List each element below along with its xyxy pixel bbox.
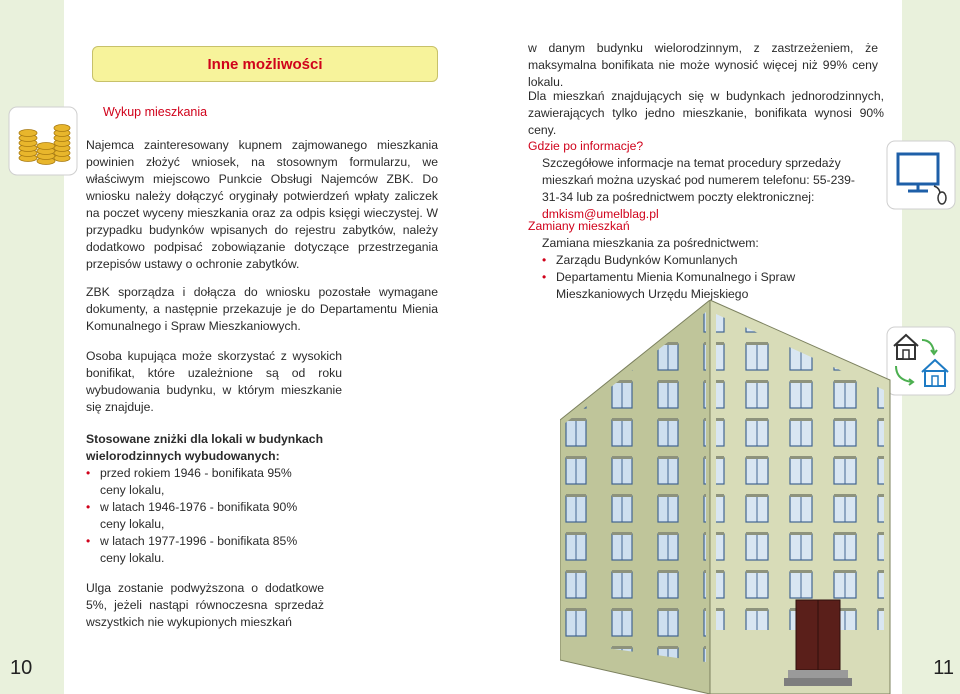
discounts-title: Stosowane zniżki dla lokali w budynkach wielorodzinnych wybudowanych: xyxy=(86,432,324,463)
info-block xyxy=(528,138,880,223)
section-title-buyout: Wykup mieszkania xyxy=(103,105,208,119)
discount-item: • w latach 1977-1996 - bonifikata 85% ceny lokalu. xyxy=(86,533,324,567)
right-paragraph-1: w danym budynku wielorodzinnym, z zastrzeżeniem, że maksymalna bonifikata nie może wynosić więcej niż 99% ceny lokalu. xyxy=(528,41,878,89)
discounts-block xyxy=(86,431,346,567)
exchange-block xyxy=(528,218,880,303)
info-text: Szczegółowe informacje na temat procedury sprzedaży mieszkań można uzyskać pod numerem telefonu: 55-239-31-34 lub za pośrednictwem poczty elektronicznej: dmkism@umelblag.pl xyxy=(542,156,855,221)
computer-icon xyxy=(886,140,956,210)
buyout-paragraph-1: Najemca zainteresowany kupnem zajmowanego mieszkania powinien złożyć wniosek, na stosownym formularzu, we właściwym miejscowo Punkcie Obsługi Najemców ZBK. Do wniosku należy dołączyć oryginały potwierdzeń wpłaty zaliczek na poczet wyceny mieszkania oraz za odpis księgi wieczystej. W przypadku budynków wpisanych do rejestru zabytków, należy dodatkowo podpisać zobowiązanie dotyczące przestrzegania przepisów ustawy o ochronie zabytków. xyxy=(86,138,438,271)
exchange-item: • Zarządu Budynków Komunlanych xyxy=(542,252,880,269)
exchange-intro: Zamiana mieszkania za pośrednictwem: xyxy=(542,236,759,250)
info-title: Gdzie po informacje? xyxy=(528,139,644,153)
exchange-title: Zamiany mieszkań xyxy=(528,219,630,233)
discount-item: • przed rokiem 1946 - bonifikata 95% ceny lokalu, xyxy=(86,465,310,499)
buyout-paragraph-2: ZBK sporządza i dołącza do wniosku pozostałe wymagane dokumenty, a następnie przekazuje je do Departamentu Mienia Komunalnego i Spraw Mieszkaniowych. xyxy=(86,285,438,333)
building-illustration xyxy=(560,300,900,694)
exchange-list xyxy=(528,252,880,303)
buyout-paragraph-4: Ulga zostanie podwyższona o dodatkowe 5%, jeżeli nastąpi równoczesna sprzedaż wszystkich nie wykupionych mieszkań xyxy=(86,581,324,629)
right-paragraph-2: Dla mieszkań znajdujących się w budynkach jednorodzinnych, zawierających tylko jedno mieszkanie, bonifikata wynosi 90% ceny. xyxy=(528,89,884,137)
buyout-paragraph-3: Osoba kupująca może skorzystać z wysokich bonifikat, które uzależnione są od roku wybudowania budynku, w którym mieszkanie się znajduje. xyxy=(86,349,342,414)
discount-item: • w latach 1946-1976 - bonifikata 90% ceny lokalu, xyxy=(86,499,310,533)
right-page-number: 11 xyxy=(933,657,954,679)
section-heading-box xyxy=(92,46,438,82)
left-page-number: 10 xyxy=(10,657,33,679)
coins-icon xyxy=(8,106,78,176)
email-link[interactable]: dmkism@umelblag.pl xyxy=(542,207,659,221)
left-margin-strip xyxy=(0,0,64,694)
discounts-list xyxy=(86,465,346,567)
section-heading: Inne możliwości xyxy=(207,55,323,73)
exchange-item: • Departamentu Mienia Komunalnego i Spraw Mieszkaniowych Urzędu Miejskiego xyxy=(542,269,846,303)
